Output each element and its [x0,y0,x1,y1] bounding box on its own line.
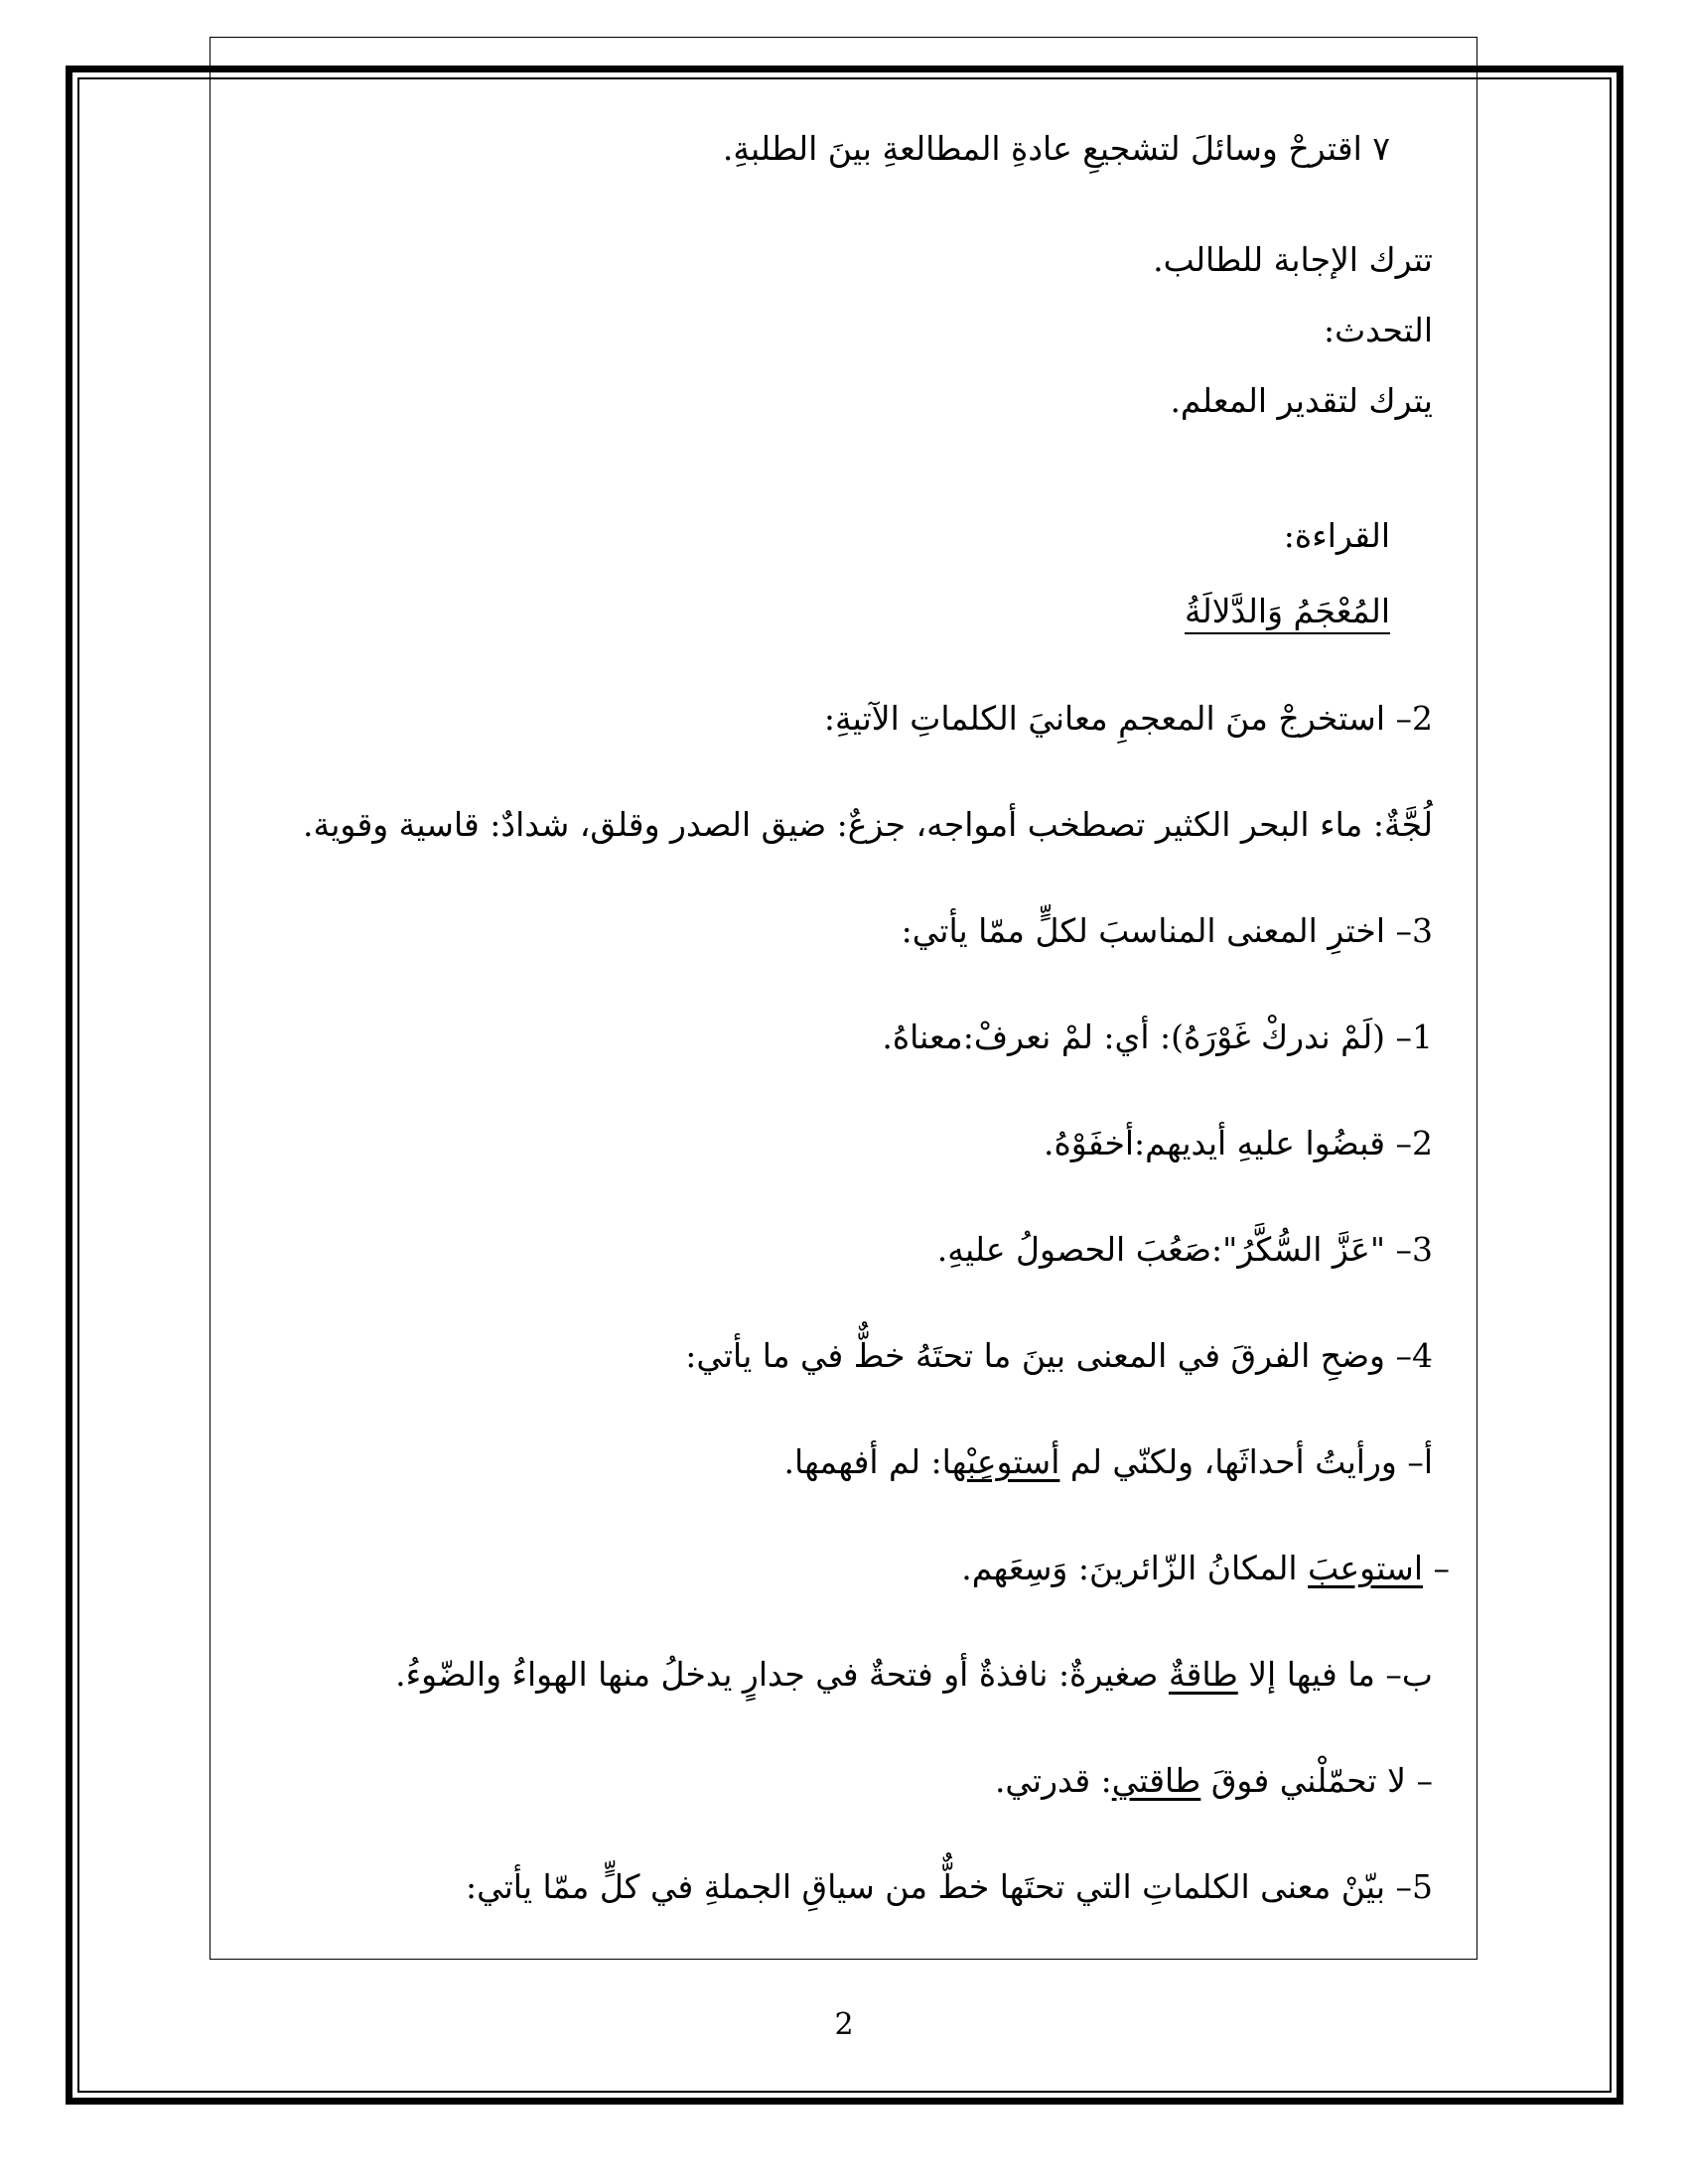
q4-b1-underlined-word: طاقةٌ [1168,1655,1238,1694]
q3-item-1: 1– (لَمْ ندركْ غَوْرَهُ): أي: لمْ نعرفْ:معناهُ. [882,1018,1433,1056]
section-title [1185,590,1390,633]
q4-b2-before: – لا تحمّلْني فوقَ [1200,1761,1433,1800]
section-title-text: المُعْجَمُ وَالدَّلالَةُ [1185,592,1390,634]
q3-item-2: 2– قبضُوا عليهِ أيديهم:أخفَوْهُ. [1043,1124,1433,1162]
q4-a2-after: المكانُ الزّائرينَ: وَسِعَهم. [961,1549,1309,1587]
q4-b1-before: ب– ما فيها إلا [1237,1655,1433,1694]
speaking-note: يترك لتقدير المعلم. [1170,381,1433,420]
q4-a1-underlined-word: أستوعِبْ [966,1442,1060,1481]
q4-b2 [995,1759,1433,1803]
q4-a1 [784,1440,1433,1484]
q4-b2-underlined-word: طاقتي [1111,1761,1201,1800]
q4-a1-before: أ– ورأيتُ أحداثَها، ولكنّي لم [1059,1442,1433,1481]
q4-prompt: 4– وضحِ الفرقَ في المعنى بينَ ما تحتَهُ خطٌّ في ما يأتي: [685,1336,1433,1375]
page-number: 2 [834,2007,854,2042]
speaking-heading: التحدث: [1324,311,1433,349]
q4-b1-after: صغيرةٌ: نافذةٌ أو فتحةٌ في جدارٍ يدخلُ منها الهواءُ والضّوءُ. [395,1655,1169,1694]
q3-item-3: 3– "عَزَّ السُّكَّرُ":صَعُبَ الحصولُ عليهِ. [936,1230,1433,1269]
q4-a1-after: ها: لم أفهمها. [783,1442,967,1481]
q4-a2 [961,1547,1450,1590]
q4-b1 [395,1653,1433,1697]
reading-heading: القراءة: [1283,516,1390,555]
q4-b2-after: : قدرتي. [994,1761,1112,1800]
q4-a2-underlined-word: استوعبَ [1308,1549,1423,1587]
q2-answer: لُجَّةٌ: ماء البحر الكثير تصطخب أمواجه، جزعٌ: ضيق الصدر وقلق، شدادٌ: قاسية وقوية. [303,805,1433,844]
q2-prompt: 2– استخرجْ منَ المعجمِ معانيَ الكلماتِ الآتيةِ: [823,699,1433,738]
q4-a2-before: – [1423,1549,1450,1587]
question-7-text: اقترحْ وسائلَ لتشجيعِ عادةِ المطالعةِ بينَ الطلبةِ. [722,129,1362,168]
q3-prompt: 3– اخترِ المعنى المناسبَ لكلٍّ ممّا يأتي: [901,911,1433,950]
answer-7: تترك الإجابة للطالب. [1153,240,1433,279]
question-7-number: ٧ [1372,129,1390,168]
q5-prompt: 5– بيّنْ معنى الكلماتِ التي تحتَها خطٌّ من سياقِ الجملةِ في كلٍّ ممّا يأتي: [465,1867,1433,1906]
question-7 [723,127,1390,171]
